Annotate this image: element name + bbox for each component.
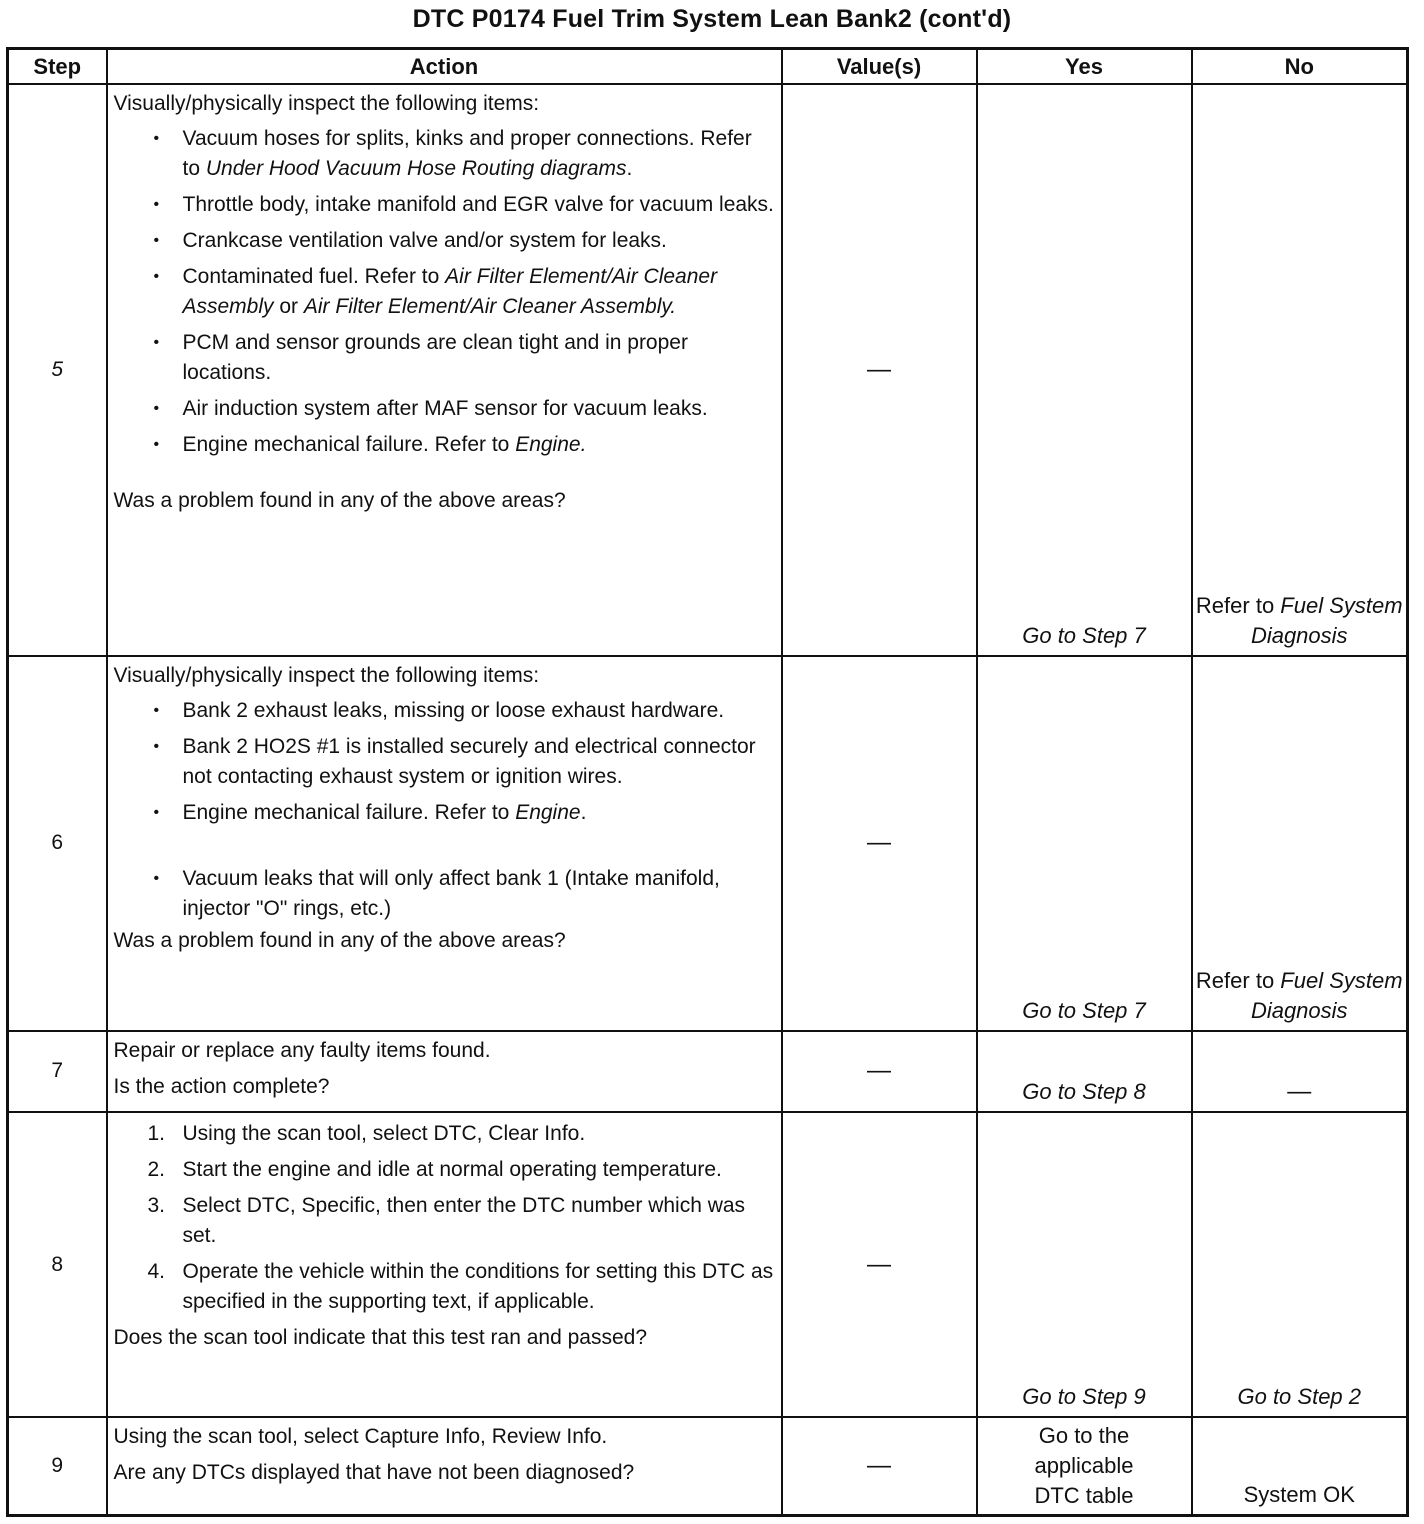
yes-text: Go to Step 7 xyxy=(1022,997,1146,1023)
page-title: DTC P0174 Fuel Trim System Lean Bank2 (cont'd) xyxy=(412,5,1012,33)
step-number: 9 xyxy=(8,1417,107,1515)
no-text: Refer to Fuel System Diagnosis xyxy=(1195,967,1403,1023)
question-text: Is the action complete? xyxy=(113,1074,330,1098)
question-text: Are any DTCs displayed that have not been diagnosed? xyxy=(113,1461,635,1485)
no-cell xyxy=(1192,1417,1408,1515)
list-item: • Bank 2 HO2S #1 is installed securely and electrical connector not contacting exhaust system or ignition wires. xyxy=(114,732,775,792)
list-item: 2. Start the engine and idle at normal operating temperature. xyxy=(147,1157,722,1181)
header-values: Value(s) xyxy=(782,49,977,85)
step-number: 5 xyxy=(8,84,107,656)
yes-cell xyxy=(977,1112,1192,1418)
table-row-step-8 xyxy=(8,1112,1408,1418)
action-text: Using the scan tool, select Capture Info, Review Info. xyxy=(113,1425,608,1449)
list-item: • Vacuum leaks that will only affect bank 1 (Intake manifold, injector "O" rings, etc.) xyxy=(114,864,775,924)
header-action: Action xyxy=(107,49,782,85)
no-text: Refer to Fuel System Diagnosis xyxy=(1195,593,1403,649)
header-yes: Yes xyxy=(977,49,1192,85)
diagnostic-table xyxy=(6,47,1409,1517)
list-item: • Engine mechanical failure. Refer to Engine. xyxy=(114,430,775,460)
value-cell: — xyxy=(782,656,977,1031)
list-item: • Engine mechanical failure. Refer to Engine. xyxy=(114,798,775,828)
yes-text: Go to Step 8 xyxy=(1022,1078,1146,1104)
procedure-list xyxy=(114,1119,775,1317)
list-item: • Air induction system after MAF sensor for vacuum leaks. xyxy=(114,394,775,424)
list-item: 1. Using the scan tool, select DTC, Clear Info. xyxy=(147,1121,586,1145)
no-text: — xyxy=(1287,1077,1312,1105)
list-item: 3. Select DTC, Specific, then enter the DTC number which was set. xyxy=(147,1193,746,1247)
yes-cell xyxy=(977,1031,1192,1112)
action-cell xyxy=(107,656,782,1031)
no-cell xyxy=(1192,1112,1408,1418)
value-cell: — xyxy=(782,1417,977,1515)
table-row-step-9 xyxy=(8,1417,1408,1515)
step-number: 6 xyxy=(8,656,107,1031)
no-cell xyxy=(1192,1031,1408,1112)
table-row-step-7 xyxy=(8,1031,1408,1112)
list-item: 4. Operate the vehicle within the conditions for setting this DTC as specified in the supporting text, if applicable. xyxy=(147,1259,774,1313)
yes-text: Go to Step 7 xyxy=(1022,623,1146,649)
no-text: System OK xyxy=(1243,1482,1355,1507)
table-row-step-6 xyxy=(8,656,1408,1031)
inspection-list xyxy=(114,124,775,460)
intro-text: Visually/physically inspect the following items: xyxy=(113,664,540,688)
list-item: • Vacuum hoses for splits, kinks and proper connections. Refer to Under Hood Vacuum Hose Routing diagrams. xyxy=(114,124,775,184)
no-cell xyxy=(1192,84,1408,656)
yes-cell xyxy=(977,84,1192,656)
value-cell: — xyxy=(782,1112,977,1418)
action-text: Repair or replace any faulty items found. xyxy=(113,1038,491,1062)
action-cell xyxy=(107,1112,782,1418)
yes-cell xyxy=(977,656,1192,1031)
no-text: Go to Step 2 xyxy=(1237,1384,1362,1410)
action-cell xyxy=(107,1031,782,1112)
header-step: Step xyxy=(8,49,107,85)
question-text: Was a problem found in any of the above areas? xyxy=(113,489,566,513)
action-cell xyxy=(107,84,782,656)
inspection-list xyxy=(114,696,775,924)
list-item: • Crankcase ventilation valve and/or system for leaks. xyxy=(114,226,775,256)
list-item: • PCM and sensor grounds are clean tight and in proper locations. xyxy=(114,328,775,388)
header-row xyxy=(8,49,1408,85)
value-cell: — xyxy=(782,1031,977,1112)
step-number: 7 xyxy=(8,1031,107,1112)
header-no: No xyxy=(1192,49,1408,85)
value-cell: — xyxy=(782,84,977,656)
list-item: • Contaminated fuel. Refer to Air Filter Element/Air Cleaner Assembly or Air Filter Element/Air Cleaner Assembly. xyxy=(114,262,775,322)
list-item: • Throttle body, intake manifold and EGR valve for vacuum leaks. xyxy=(114,190,775,220)
question-text: Does the scan tool indicate that this test ran and passed? xyxy=(113,1325,648,1349)
list-item: • Bank 2 exhaust leaks, missing or loose exhaust hardware. xyxy=(114,696,775,726)
yes-text: Go to Step 9 xyxy=(1022,1384,1146,1410)
no-cell xyxy=(1192,656,1408,1031)
question-text: Was a problem found in any of the above areas? xyxy=(113,929,566,953)
yes-text: Go to the applicable DTC table xyxy=(1034,1423,1134,1509)
yes-cell xyxy=(977,1417,1192,1515)
action-cell xyxy=(107,1417,782,1515)
intro-text: Visually/physically inspect the following items: xyxy=(113,92,540,116)
table-row-step-5 xyxy=(8,84,1408,656)
step-number: 8 xyxy=(8,1112,107,1418)
